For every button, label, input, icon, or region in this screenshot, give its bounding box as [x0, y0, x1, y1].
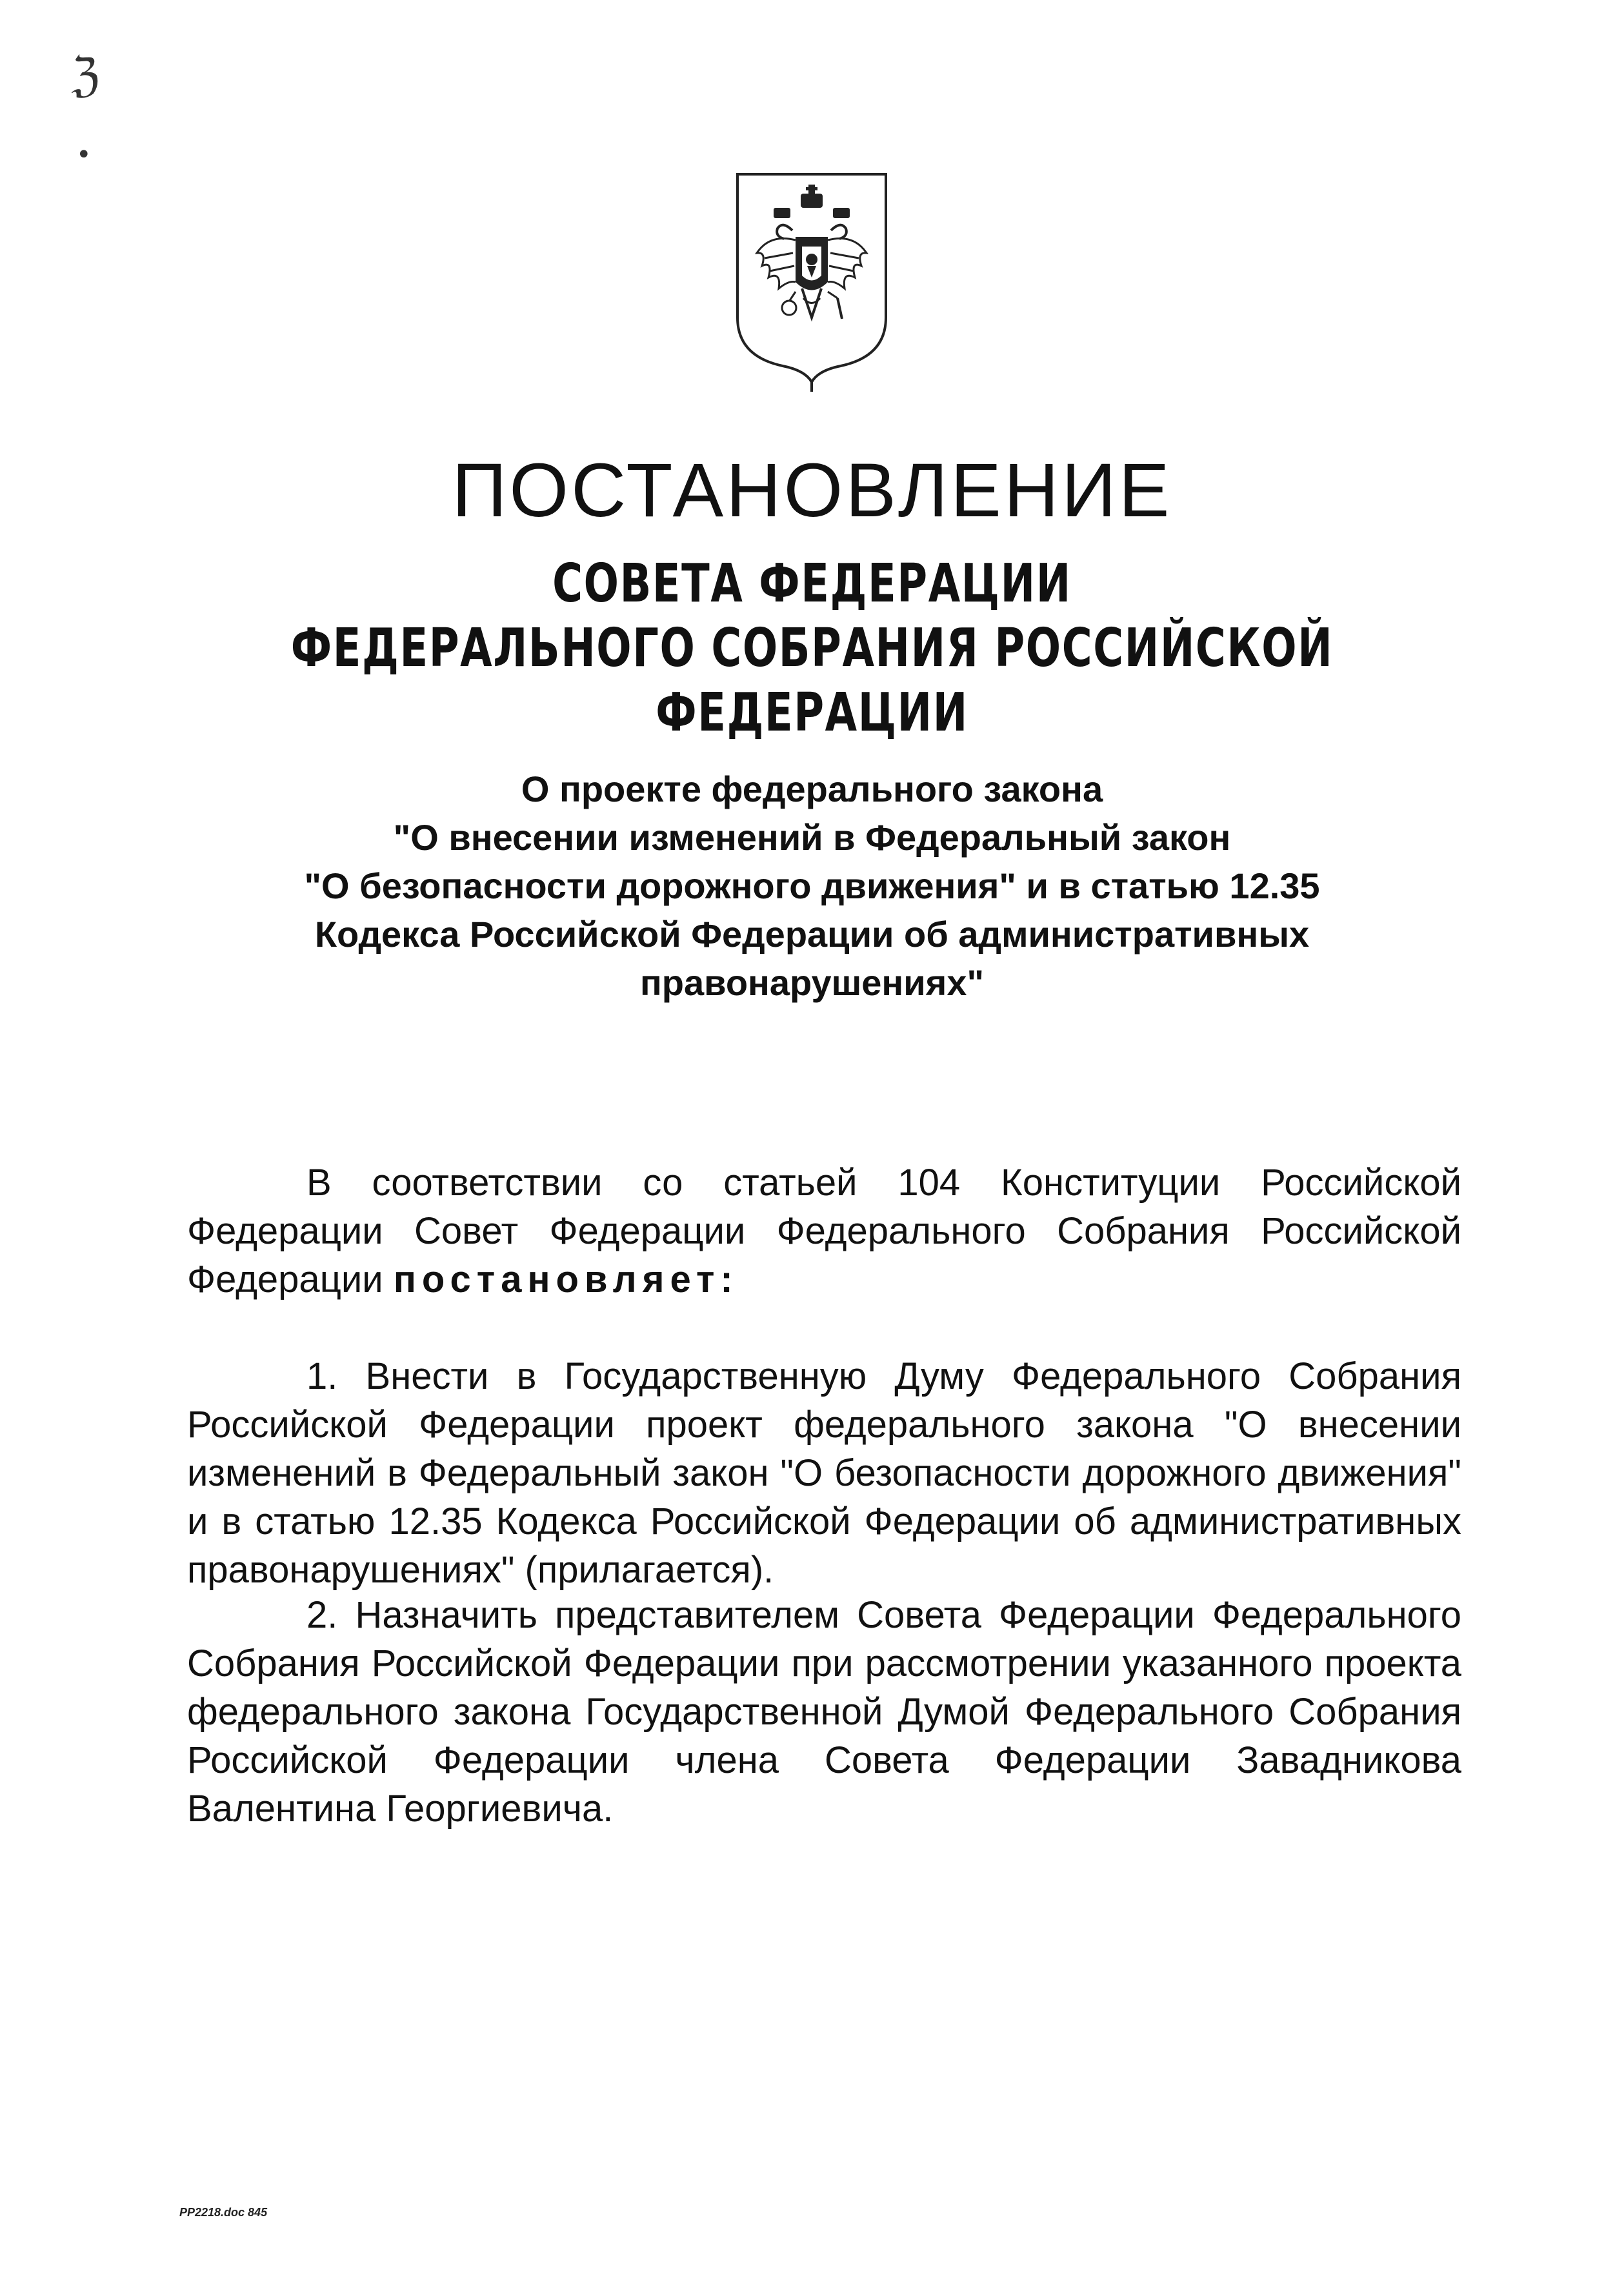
- clause-1-paragraph: [187, 1352, 1461, 1594]
- subject-line: Кодекса Российской Федерации об административных: [314, 914, 1310, 955]
- issuer-line-2: ФЕДЕРАЛЬНОГО СОБРАНИЯ РОССИЙСКОЙ ФЕДЕРАЦИИ: [290, 618, 1334, 743]
- clause-2-text: 2. Назначить представителем Совета Федерации Федерального Собрания Российской Федерации при рассмотрении указанного проекта федерального закона Государственной Думой Федерального Собрания Российской Федерации члена Совета Федерации Завадникова Валентина Георгиевича.: [187, 1594, 1461, 1830]
- subject-line: О проекте федерального закона: [521, 769, 1103, 809]
- preamble-paragraph: [187, 1158, 1461, 1304]
- subject-line: "О безопасности дорожного движения" и в статью 12.35: [304, 865, 1320, 906]
- document-title: ПОСТАНОВЛЕНИЕ: [452, 448, 1172, 533]
- issuer-line-1: СОВЕТА ФЕДЕРАЦИИ: [552, 553, 1072, 614]
- subject-line: "О внесении изменений в Федеральный закон: [393, 817, 1231, 858]
- document-subject: [194, 765, 1430, 1007]
- decree-word: постановляет:: [393, 1258, 739, 1300]
- russian-coat-of-arms-icon: [731, 169, 892, 395]
- subject-line: правонарушениях": [639, 962, 985, 1003]
- clause-2-paragraph: [187, 1591, 1461, 1833]
- preamble-text: В соответствии со статьей 104 Конституции Российской Федерации Совет Федерации Федерального Собрания Российской Федерации: [187, 1162, 1461, 1300]
- margin-dot-mark: •: [76, 140, 92, 170]
- document-file-code: PP2218.doc 845: [179, 2206, 268, 2219]
- clause-1-text: 1. Внести в Государственную Думу Федерального Собрания Российской Федерации проект федерального закона "О внесении изменений в Федеральный закон "О безопасности дорожного движения" и в статью 12.35 Кодекса Российской Федерации об административных правонарушениях" (прилагается).: [187, 1355, 1461, 1591]
- margin-handwritten-mark: ℨ: [71, 48, 100, 102]
